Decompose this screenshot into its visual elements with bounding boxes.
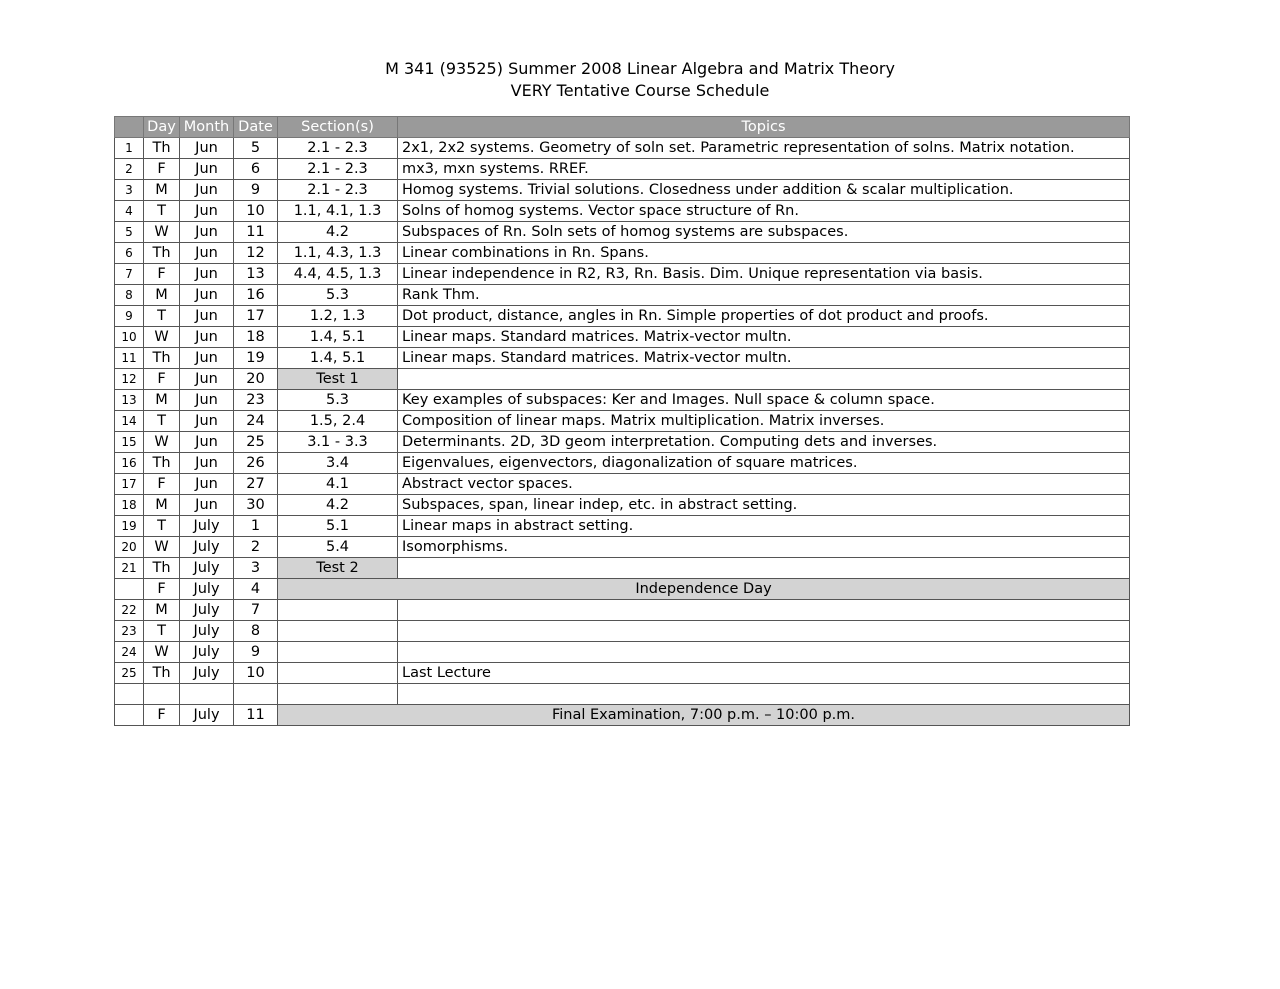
date-cell: 2 bbox=[234, 537, 278, 558]
month-cell: July bbox=[180, 621, 234, 642]
table-row bbox=[115, 201, 1130, 222]
date-cell: 9 bbox=[234, 642, 278, 663]
table-row bbox=[115, 180, 1130, 201]
topic-cell: 2x1, 2x2 systems. Geometry of soln set. Parametric representation of solns. Matrix notation. bbox=[398, 138, 1130, 159]
row-number: 1 bbox=[115, 138, 144, 159]
date-cell: 3 bbox=[234, 558, 278, 579]
section-cell bbox=[278, 600, 398, 621]
date-cell: 16 bbox=[234, 285, 278, 306]
section-cell: 2.1 - 2.3 bbox=[278, 138, 398, 159]
header-day: Day bbox=[144, 117, 180, 138]
month-cell: Jun bbox=[180, 243, 234, 264]
day-cell: M bbox=[144, 285, 180, 306]
topic-cell bbox=[398, 684, 1130, 705]
month-cell: July bbox=[180, 516, 234, 537]
topic-cell: Rank Thm. bbox=[398, 285, 1130, 306]
day-cell: F bbox=[144, 159, 180, 180]
date-cell: 27 bbox=[234, 474, 278, 495]
section-cell bbox=[278, 684, 398, 705]
table-row bbox=[115, 243, 1130, 264]
merged-event-cell: Independence Day bbox=[278, 579, 1130, 600]
section-cell bbox=[278, 642, 398, 663]
day-cell: Th bbox=[144, 453, 180, 474]
day-cell: W bbox=[144, 642, 180, 663]
topic-cell: Solns of homog systems. Vector space structure of Rn. bbox=[398, 201, 1130, 222]
topic-cell bbox=[398, 600, 1130, 621]
topic-cell: Linear maps. Standard matrices. Matrix-vector multn. bbox=[398, 327, 1130, 348]
section-cell: 3.1 - 3.3 bbox=[278, 432, 398, 453]
section-cell: 1.1, 4.3, 1.3 bbox=[278, 243, 398, 264]
section-cell bbox=[278, 663, 398, 684]
table-row bbox=[115, 264, 1130, 285]
topic-cell: Linear combinations in Rn. Spans. bbox=[398, 243, 1130, 264]
row-number: 15 bbox=[115, 432, 144, 453]
month-cell: Jun bbox=[180, 180, 234, 201]
date-cell: 20 bbox=[234, 369, 278, 390]
date-cell: 4 bbox=[234, 579, 278, 600]
day-cell: M bbox=[144, 600, 180, 621]
table-row bbox=[115, 495, 1130, 516]
day-cell: F bbox=[144, 264, 180, 285]
table-row bbox=[115, 327, 1130, 348]
date-cell bbox=[234, 684, 278, 705]
table-row bbox=[115, 663, 1130, 684]
month-cell: Jun bbox=[180, 201, 234, 222]
date-cell: 24 bbox=[234, 411, 278, 432]
row-number: 12 bbox=[115, 369, 144, 390]
day-cell: F bbox=[144, 705, 180, 726]
day-cell: M bbox=[144, 495, 180, 516]
table-row bbox=[115, 474, 1130, 495]
section-cell: 1.2, 1.3 bbox=[278, 306, 398, 327]
header-num bbox=[115, 117, 144, 138]
date-cell: 9 bbox=[234, 180, 278, 201]
day-cell: T bbox=[144, 201, 180, 222]
date-cell: 18 bbox=[234, 327, 278, 348]
row-number: 6 bbox=[115, 243, 144, 264]
header-date: Date bbox=[234, 117, 278, 138]
section-cell: 5.1 bbox=[278, 516, 398, 537]
table-row bbox=[115, 600, 1130, 621]
topic-cell: Abstract vector spaces. bbox=[398, 474, 1130, 495]
day-cell: Th bbox=[144, 348, 180, 369]
page-title bbox=[0, 58, 1280, 102]
row-number: 10 bbox=[115, 327, 144, 348]
row-number: 5 bbox=[115, 222, 144, 243]
month-cell: Jun bbox=[180, 474, 234, 495]
row-number: 24 bbox=[115, 642, 144, 663]
date-cell: 25 bbox=[234, 432, 278, 453]
month-cell: Jun bbox=[180, 453, 234, 474]
table-row bbox=[115, 306, 1130, 327]
table-row bbox=[115, 432, 1130, 453]
date-cell: 17 bbox=[234, 306, 278, 327]
row-number: 21 bbox=[115, 558, 144, 579]
merged-event-cell: Final Examination, 7:00 p.m. – 10:00 p.m. bbox=[278, 705, 1130, 726]
day-cell: Th bbox=[144, 243, 180, 264]
topic-cell: Composition of linear maps. Matrix multiplication. Matrix inverses. bbox=[398, 411, 1130, 432]
day-cell: F bbox=[144, 579, 180, 600]
topic-cell: Linear maps. Standard matrices. Matrix-vector multn. bbox=[398, 348, 1130, 369]
topic-cell: Subspaces of Rn. Soln sets of homog systems are subspaces. bbox=[398, 222, 1130, 243]
row-number: 23 bbox=[115, 621, 144, 642]
table-row bbox=[115, 684, 1130, 705]
day-cell: F bbox=[144, 369, 180, 390]
month-cell: July bbox=[180, 705, 234, 726]
topic-cell: Linear maps in abstract setting. bbox=[398, 516, 1130, 537]
section-cell: 1.5, 2.4 bbox=[278, 411, 398, 432]
day-cell: W bbox=[144, 432, 180, 453]
day-cell: W bbox=[144, 537, 180, 558]
section-cell: 2.1 - 2.3 bbox=[278, 180, 398, 201]
schedule-subtitle: VERY Tentative Course Schedule bbox=[510, 81, 770, 100]
topic-cell: Key examples of subspaces: Ker and Images. Null space & column space. bbox=[398, 390, 1130, 411]
section-cell: 2.1 - 2.3 bbox=[278, 159, 398, 180]
day-cell: W bbox=[144, 222, 180, 243]
table-row bbox=[115, 537, 1130, 558]
date-cell: 19 bbox=[234, 348, 278, 369]
topic-cell: Linear independence in R2, R3, Rn. Basis. Dim. Unique representation via basis. bbox=[398, 264, 1130, 285]
month-cell bbox=[180, 684, 234, 705]
section-cell: 5.3 bbox=[278, 390, 398, 411]
row-number: 9 bbox=[115, 306, 144, 327]
section-cell: 4.2 bbox=[278, 222, 398, 243]
section-cell: 5.4 bbox=[278, 537, 398, 558]
date-cell: 13 bbox=[234, 264, 278, 285]
row-number bbox=[115, 684, 144, 705]
day-cell: T bbox=[144, 306, 180, 327]
row-number: 22 bbox=[115, 600, 144, 621]
table-row bbox=[115, 138, 1130, 159]
month-cell: Jun bbox=[180, 432, 234, 453]
table-row bbox=[115, 621, 1130, 642]
month-cell: Jun bbox=[180, 390, 234, 411]
month-cell: Jun bbox=[180, 138, 234, 159]
topic-cell bbox=[398, 642, 1130, 663]
date-cell: 26 bbox=[234, 453, 278, 474]
row-number: 13 bbox=[115, 390, 144, 411]
row-number: 2 bbox=[115, 159, 144, 180]
row-number bbox=[115, 579, 144, 600]
row-number: 3 bbox=[115, 180, 144, 201]
day-cell: F bbox=[144, 474, 180, 495]
month-cell: Jun bbox=[180, 348, 234, 369]
month-cell: Jun bbox=[180, 264, 234, 285]
header-row bbox=[115, 117, 1130, 138]
section-cell: 1.4, 5.1 bbox=[278, 348, 398, 369]
section-cell: 4.4, 4.5, 1.3 bbox=[278, 264, 398, 285]
topic-cell: Subspaces, span, linear indep, etc. in abstract setting. bbox=[398, 495, 1130, 516]
month-cell: Jun bbox=[180, 495, 234, 516]
row-number: 8 bbox=[115, 285, 144, 306]
day-cell: Th bbox=[144, 138, 180, 159]
month-cell: July bbox=[180, 663, 234, 684]
day-cell: Th bbox=[144, 663, 180, 684]
section-cell: 1.4, 5.1 bbox=[278, 327, 398, 348]
month-cell: July bbox=[180, 642, 234, 663]
table-row bbox=[115, 705, 1130, 726]
section-cell: 4.2 bbox=[278, 495, 398, 516]
day-cell: T bbox=[144, 621, 180, 642]
month-cell: Jun bbox=[180, 159, 234, 180]
table-row bbox=[115, 558, 1130, 579]
date-cell: 30 bbox=[234, 495, 278, 516]
row-number: 14 bbox=[115, 411, 144, 432]
table-row bbox=[115, 411, 1130, 432]
table-row bbox=[115, 222, 1130, 243]
table-row bbox=[115, 579, 1130, 600]
section-cell bbox=[278, 621, 398, 642]
table-row bbox=[115, 642, 1130, 663]
date-cell: 1 bbox=[234, 516, 278, 537]
row-number: 20 bbox=[115, 537, 144, 558]
month-cell: Jun bbox=[180, 327, 234, 348]
section-cell: 1.1, 4.1, 1.3 bbox=[278, 201, 398, 222]
day-cell: T bbox=[144, 411, 180, 432]
date-cell: 11 bbox=[234, 705, 278, 726]
table-row bbox=[115, 369, 1130, 390]
topic-cell: Dot product, distance, angles in Rn. Simple properties of dot product and proofs. bbox=[398, 306, 1130, 327]
schedule-body bbox=[115, 138, 1130, 726]
date-cell: 6 bbox=[234, 159, 278, 180]
day-cell: T bbox=[144, 516, 180, 537]
header-topics: Topics bbox=[398, 117, 1130, 138]
day-cell: M bbox=[144, 180, 180, 201]
table-row bbox=[115, 516, 1130, 537]
table-row bbox=[115, 453, 1130, 474]
date-cell: 10 bbox=[234, 663, 278, 684]
section-cell: 4.1 bbox=[278, 474, 398, 495]
row-number: 7 bbox=[115, 264, 144, 285]
table-row bbox=[115, 390, 1130, 411]
month-cell: Jun bbox=[180, 222, 234, 243]
month-cell: July bbox=[180, 579, 234, 600]
date-cell: 10 bbox=[234, 201, 278, 222]
table-row bbox=[115, 159, 1130, 180]
day-cell: M bbox=[144, 390, 180, 411]
date-cell: 5 bbox=[234, 138, 278, 159]
topic-cell: Isomorphisms. bbox=[398, 537, 1130, 558]
month-cell: July bbox=[180, 558, 234, 579]
header-section: Section(s) bbox=[278, 117, 398, 138]
section-cell: 3.4 bbox=[278, 453, 398, 474]
day-cell bbox=[144, 684, 180, 705]
topic-cell bbox=[398, 621, 1130, 642]
month-cell: Jun bbox=[180, 306, 234, 327]
row-number: 18 bbox=[115, 495, 144, 516]
row-number: 4 bbox=[115, 201, 144, 222]
date-cell: 23 bbox=[234, 390, 278, 411]
month-cell: Jun bbox=[180, 285, 234, 306]
date-cell: 8 bbox=[234, 621, 278, 642]
topic-cell bbox=[398, 558, 1130, 579]
month-cell: July bbox=[180, 537, 234, 558]
date-cell: 7 bbox=[234, 600, 278, 621]
topic-cell: Determinants. 2D, 3D geom interpretation. Computing dets and inverses. bbox=[398, 432, 1130, 453]
row-number bbox=[115, 705, 144, 726]
section-cell: Test 1 bbox=[278, 369, 398, 390]
header-month: Month bbox=[180, 117, 234, 138]
date-cell: 12 bbox=[234, 243, 278, 264]
row-number: 11 bbox=[115, 348, 144, 369]
day-cell: W bbox=[144, 327, 180, 348]
section-cell: 5.3 bbox=[278, 285, 398, 306]
course-title: M 341 (93525) Summer 2008 Linear Algebra and Matrix Theory bbox=[385, 59, 895, 78]
topic-cell: Eigenvalues, eigenvectors, diagonalization of square matrices. bbox=[398, 453, 1130, 474]
day-cell: Th bbox=[144, 558, 180, 579]
schedule-table bbox=[114, 116, 1130, 726]
row-number: 25 bbox=[115, 663, 144, 684]
row-number: 19 bbox=[115, 516, 144, 537]
table-row bbox=[115, 348, 1130, 369]
row-number: 16 bbox=[115, 453, 144, 474]
topic-cell: Last Lecture bbox=[398, 663, 1130, 684]
topic-cell: mx3, mxn systems. RREF. bbox=[398, 159, 1130, 180]
section-cell: Test 2 bbox=[278, 558, 398, 579]
table-row bbox=[115, 285, 1130, 306]
month-cell: Jun bbox=[180, 369, 234, 390]
date-cell: 11 bbox=[234, 222, 278, 243]
month-cell: Jun bbox=[180, 411, 234, 432]
topic-cell: Homog systems. Trivial solutions. Closedness under addition & scalar multiplication. bbox=[398, 180, 1130, 201]
topic-cell bbox=[398, 369, 1130, 390]
row-number: 17 bbox=[115, 474, 144, 495]
month-cell: July bbox=[180, 600, 234, 621]
